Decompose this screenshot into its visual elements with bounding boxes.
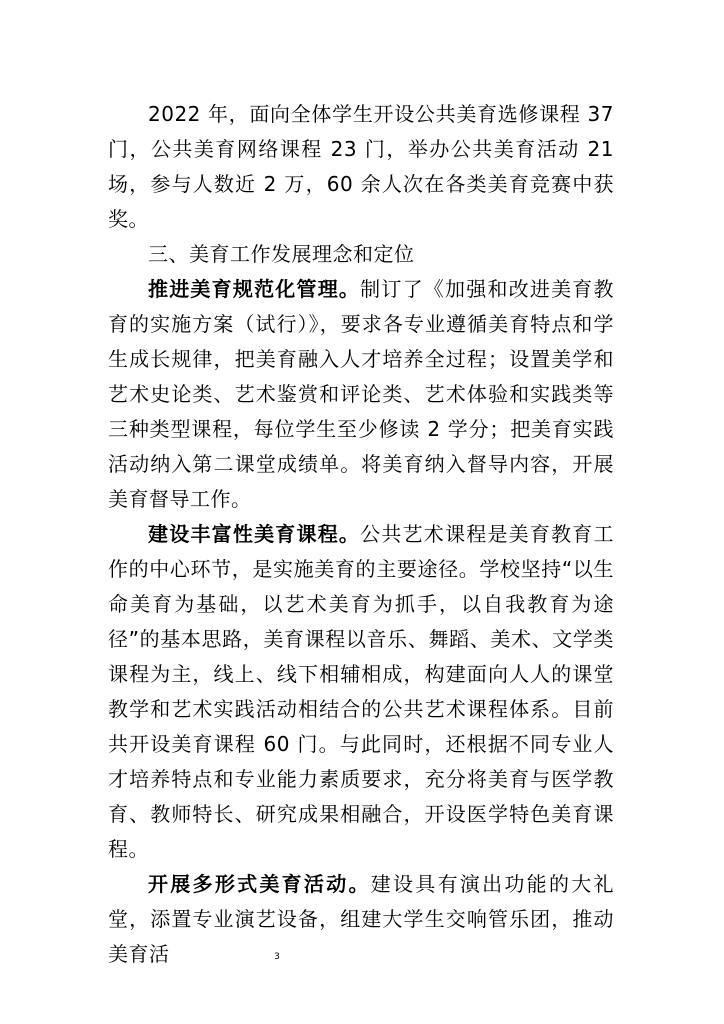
intro-paragraph: 2022 年，面向全体学生开设公共美育选修课程 37 门，公共美育网络课程 23 门，举办公共美育活动 21 场，参与人数近 2 万，60 余人次在各类美育竞赛中获奖。 xyxy=(108,102,614,231)
section-lead-management: 推进美育规范化管理。 xyxy=(148,277,361,301)
section-body-activities: 建设具有演出功能的大礼堂，添置专业演艺设备，组建大学生交响管乐团，推动美育活 xyxy=(108,872,614,966)
page-number: 3 xyxy=(274,952,280,962)
section-paragraph-management xyxy=(108,272,614,517)
section-body-management: 制订了《加强和改进美育教育的实施方案（试行）》，要求各专业遵循美育特点和学生成长规律，把美育融入人才培养全过程；设置美学和艺术史论类、艺术鉴赏和评论类、艺术体验和实践类等三种类型课程，每位学生至少修读 2 学分；把美育实践活动纳入第二课堂成绩单。将美育纳入督导内容，开展美育督导工作。 xyxy=(108,277,615,511)
document-body xyxy=(108,97,614,972)
section-paragraph-courses xyxy=(108,517,614,867)
section-heading: 三、美育工作发展理念和定位 xyxy=(148,242,415,266)
section-body-courses: 公共艺术课程是美育教育工作的中心环节，是实施美育的主要途径。学校坚持“以生命美育为基础，以艺术美育为抓手，以自我教育为途径”的基本思路，美育课程以音乐、舞蹈、美术、文学类课程为主，线上、线下相辅相成，构建面向人人的课堂教学和艺术实践活动相结合的公共艺术课程体系。目前共开设美育课程 60 门。与此同时，还根据不同专业人才培养特点和专业能力素质要求，充分将美育与医学教育、教师特长、研究成果相融合，开设医学特色美育课程。 xyxy=(108,522,615,861)
section-lead-activities: 开展多形式美育活动。 xyxy=(148,872,371,896)
section-lead-courses: 建设丰富性美育课程。 xyxy=(148,522,361,546)
